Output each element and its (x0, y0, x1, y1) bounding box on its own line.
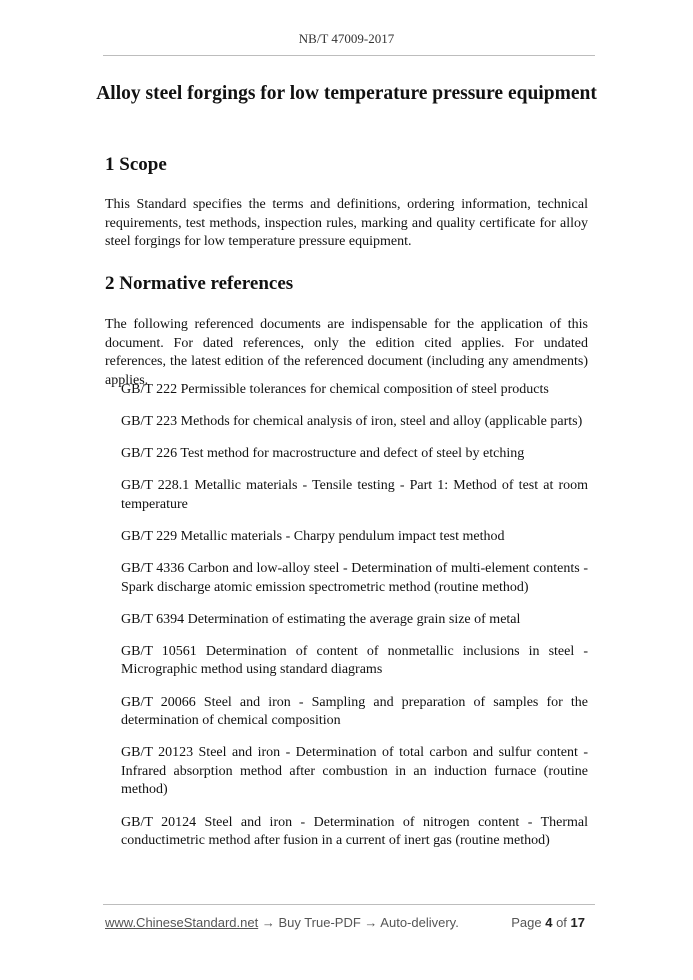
reference-item: GB/T 6394 Determination of estimating the average grain size of metal (121, 611, 521, 627)
section-heading-normative-references: 2 Normative references (105, 273, 294, 294)
document-title: Alloy steel forgings for low temperature pressure equipment (96, 83, 597, 104)
of-word: of (556, 915, 567, 930)
reference-item: GB/T 20123 Steel and iron - Determination of total carbon and sulfur content - Infrared absorption method after combustion in an induction furnace (routine method) (121, 745, 588, 798)
page-indicator (511, 915, 585, 930)
reference-item: GB/T 4336 Carbon and low-alloy steel - Determination of multi-element contents - Spark discharge atomic emission spectrometric method (routine method) (121, 561, 588, 595)
page-total: 17 (570, 915, 585, 930)
footer-tagline: → Buy True-PDF → Auto-delivery. (261, 915, 459, 930)
reference-list (121, 381, 588, 864)
reference-item: GB/T 222 Permissible tolerances for chemical composition of steel products (121, 382, 549, 397)
reference-item: GB/T 226 Test method for macrostructure and defect of steel by etching (121, 446, 525, 462)
document-code-header: NB/T 47009-2017 (298, 31, 395, 46)
reference-item: GB/T 10561 Determination of content of nonmetallic inclusions in steel - Micrographic method using standard diagrams (121, 643, 588, 678)
site-link[interactable]: www.ChineseStandard.net (105, 915, 259, 930)
reference-item: GB/T 223 Methods for chemical analysis of iron, steel and alloy (applicable parts) (121, 414, 583, 430)
footer-divider (103, 904, 595, 905)
normative-references-paragraph: The following referenced documents are indispensable for the application of this document. For dated references, only the edition cited applies. For undated references, the latest edition of the referenced document (including any amendments) applies. (105, 317, 588, 388)
scope-paragraph: This Standard specifies the terms and definitions, ordering information, technical requirements, test methods, inspection rules, marking and quality certificate for alloy steel forgings for low temperature pressure equipment. (105, 197, 588, 250)
reference-item: GB/T 229 Metallic materials - Charpy pendulum impact test method (121, 528, 505, 544)
footer-left (105, 915, 459, 930)
reference-item: GB/T 20124 Steel and iron - Determination of nitrogen content - Thermal conductimetric method after fusion in a current of inert gas (routine method) (121, 814, 588, 849)
page-word: Page (511, 915, 542, 930)
reference-item: GB/T 228.1 Metallic materials - Tensile testing - Part 1: Method of test at room temperature (121, 478, 588, 512)
header-divider (103, 55, 595, 56)
reference-item: GB/T 20066 Steel and iron - Sampling and preparation of samples for the determination of chemical composition (121, 694, 588, 729)
page-number: 4 (545, 915, 553, 930)
section-heading-scope: 1 Scope (105, 154, 167, 175)
